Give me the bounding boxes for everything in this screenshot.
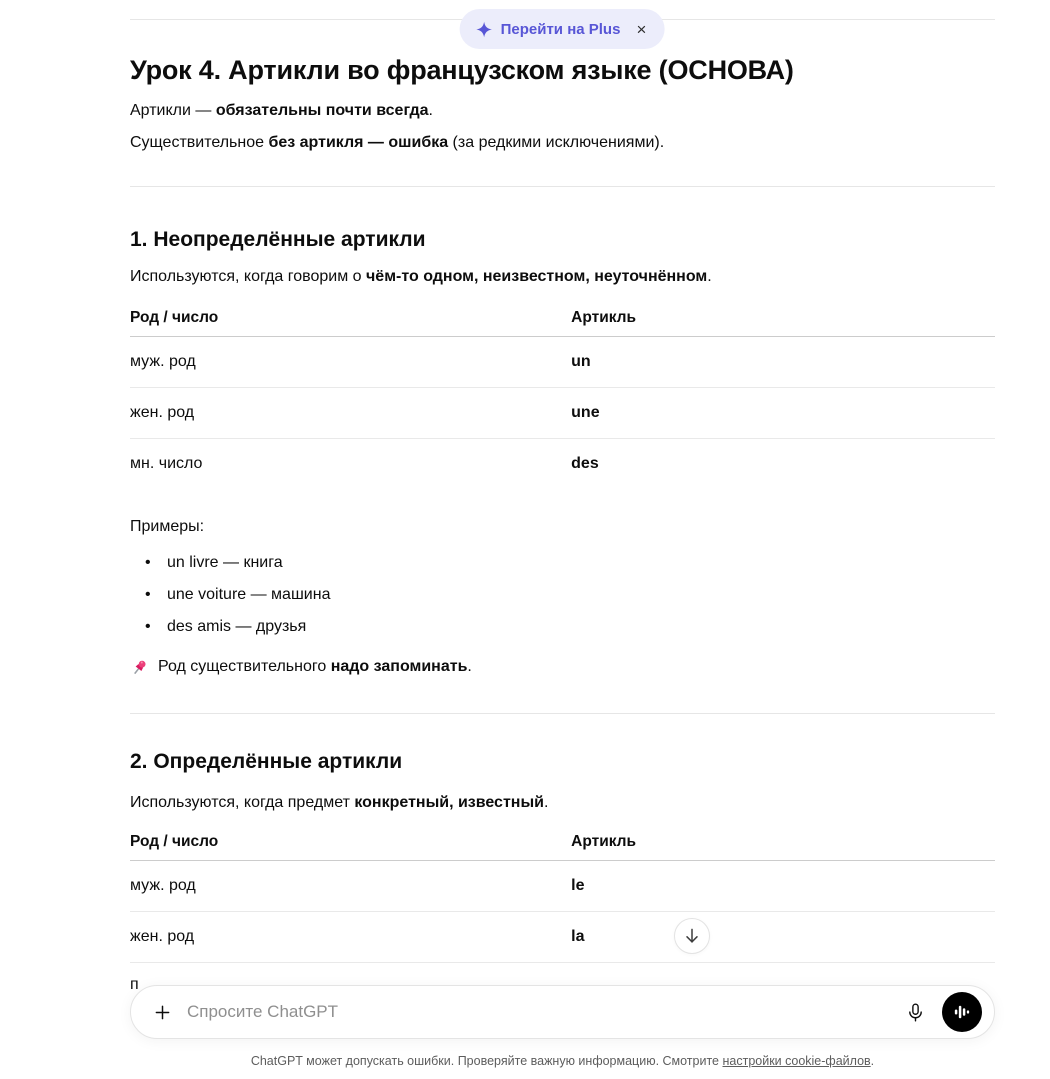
table-header-row <box>130 827 995 861</box>
plus-icon <box>152 1002 173 1023</box>
pushpin-icon <box>130 658 149 677</box>
table-row <box>130 337 995 388</box>
disclaimer-suffix: . <box>870 1054 875 1068</box>
cookie-settings-link[interactable]: настройки cookie-файлов <box>722 1054 871 1068</box>
scroll-to-bottom-button[interactable] <box>674 918 710 954</box>
table-row <box>130 912 995 963</box>
intro-paragraph-1 <box>130 100 433 122</box>
examples-list <box>130 547 995 643</box>
text-run: Артикли — <box>130 102 216 119</box>
gender-cell: жен. род <box>130 912 571 963</box>
text-run: Род существительного <box>158 658 331 675</box>
definite-articles-table <box>130 827 995 963</box>
pin-note <box>130 656 472 678</box>
attach-plus-button[interactable] <box>144 994 180 1030</box>
text-run: . <box>707 268 712 285</box>
text-run: Используются, когда предмет <box>130 794 355 811</box>
column-header: Род / число <box>130 827 571 861</box>
table-header-row <box>130 303 995 337</box>
section2-title: 2. Определённые артикли <box>130 750 403 773</box>
article-cell: un <box>571 337 995 388</box>
examples-label: Примеры: <box>130 518 205 535</box>
text-run: . <box>543 794 549 811</box>
text-run-bold: без артикля — ошибка <box>268 134 449 151</box>
column-header: Артикль <box>571 827 995 861</box>
gender-cell: жен. род <box>130 388 571 439</box>
text-run-bold: надо запоминать <box>330 658 468 675</box>
list-item: • un livre — книга <box>130 547 995 579</box>
voice-mode-button[interactable] <box>942 992 982 1032</box>
article-cell: le <box>571 861 995 912</box>
article-cell: des <box>571 455 599 472</box>
section-divider <box>130 186 995 187</box>
voice-waveform-icon <box>952 1002 972 1022</box>
column-header: Артикль <box>571 303 995 337</box>
text-run: Используются, когда говорим о <box>130 268 366 285</box>
arrow-down-icon <box>682 926 702 946</box>
text-run: (за редкими исключениями). <box>448 134 665 151</box>
gender-cell: муж. род <box>130 861 571 912</box>
article-cell: la <box>571 912 995 963</box>
section2-lead <box>130 792 548 814</box>
text-run-bold: чём-то одном, неизвестном, неуточнённом <box>366 268 708 285</box>
dictate-button[interactable] <box>897 994 933 1030</box>
gender-cell: мн. число <box>130 455 203 472</box>
gender-cell: муж. род <box>130 337 571 388</box>
intro-paragraph-2 <box>130 132 664 154</box>
text-run: Существительное <box>130 134 269 151</box>
note-text <box>158 656 472 678</box>
upgrade-plus-label[interactable]: Перейти на Plus <box>500 20 621 38</box>
list-item: • des amis — друзья <box>130 611 995 643</box>
microphone-icon <box>905 1002 926 1023</box>
lesson-title: Урок 4. Артикли во французском языке (ОСНОВА) <box>130 55 794 85</box>
list-item: • une voiture — машина <box>130 579 995 611</box>
text-run-bold: конкретный, известный <box>354 794 544 811</box>
text-run-bold: обязательны почти всегда <box>215 102 429 119</box>
sparkle-icon <box>476 21 493 38</box>
indefinite-articles-table <box>130 303 995 489</box>
section1-title: 1. Неопределённые артикли <box>130 228 426 251</box>
assistant-message <box>130 0 995 1079</box>
table-row <box>130 388 995 439</box>
disclaimer-text: ChatGPT может допускать ошибки. Проверяйте важную информацию. Смотрите <box>250 1054 723 1068</box>
chat-input[interactable] <box>187 1002 897 1022</box>
upgrade-plus-pill[interactable] <box>460 9 665 49</box>
table-row <box>130 861 995 912</box>
message-composer[interactable] <box>130 985 995 1039</box>
article-cell: une <box>571 388 995 439</box>
column-header: Род / число <box>130 303 571 337</box>
clipped-table-row-fragment: п <box>130 976 139 993</box>
text-run: . <box>428 102 433 119</box>
disclaimer <box>130 1053 995 1070</box>
text-run: . <box>467 658 472 675</box>
section-divider <box>130 713 995 714</box>
close-icon[interactable]: × <box>636 19 647 39</box>
table-row <box>130 439 995 490</box>
section1-lead <box>130 266 712 288</box>
